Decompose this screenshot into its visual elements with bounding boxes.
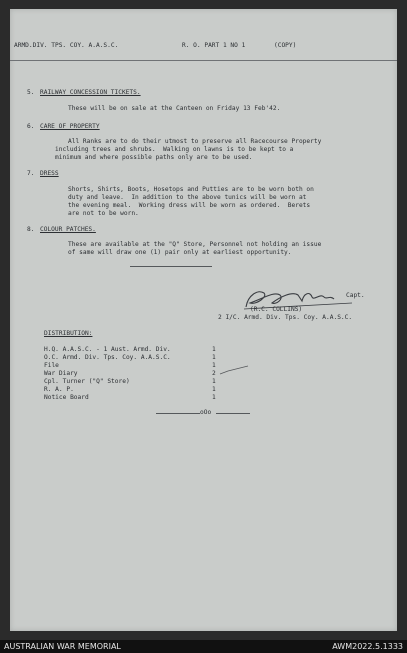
document-page xyxy=(10,9,397,631)
archive-footer xyxy=(0,640,407,653)
unit-designation: ARMD.DIV. TPS. COY. A.A.S.C. xyxy=(14,42,119,49)
section-7-title: DRESS xyxy=(40,170,59,177)
section-7-line: the evening meal. Working dress will be worn as ordered. Berets xyxy=(68,202,311,209)
section-7-line: Shorts, Shirts, Boots, Hosetops and Putties are to be worn both on xyxy=(68,186,314,193)
section-6-line: minimum and where possible paths only are to be used. xyxy=(55,154,253,161)
end-divider-right xyxy=(216,413,250,414)
header-rule xyxy=(10,60,397,61)
distribution-recipient: H.Q. A.A.S.C. - 1 Aust. Armd. Div. xyxy=(44,346,171,353)
distribution-recipient: Notice Board xyxy=(44,394,89,401)
section-8-title: COLOUR PATCHES. xyxy=(40,226,96,233)
distribution-quantity: 2 xyxy=(212,370,216,377)
section-5-line: These will be on sale at the Canteen on Friday 13 Feb'42. xyxy=(68,105,281,112)
distribution-quantity: 1 xyxy=(212,346,216,353)
section-5-number: 5. xyxy=(27,89,35,96)
end-mark: oOo xyxy=(200,409,212,416)
section-6-line: All Ranks are to do their utmost to preserve all Racecourse Property xyxy=(68,138,322,145)
section-7-line: duty and leave. In addition to the above tunics will be worn at xyxy=(68,194,307,201)
end-divider-left xyxy=(156,413,200,414)
distribution-quantity: 1 xyxy=(212,386,216,393)
signatory-name: (R.C. COLLINS) xyxy=(250,306,303,313)
distribution-recipient: File xyxy=(44,362,59,369)
distribution-quantity: 1 xyxy=(212,378,216,385)
signatory-title: 2 I/C. Armd. Div. Tps. Coy. A.A.S.C. xyxy=(218,314,353,321)
pencil-tick-mark xyxy=(218,364,252,378)
copy-mark: (COPY) xyxy=(274,42,297,49)
section-8-line: of same will draw one (1) pair only at earliest opportunity. xyxy=(68,249,292,256)
signatory-rank: Capt. xyxy=(346,292,365,299)
section-7-line: are not to be worn. xyxy=(68,210,139,217)
footer-accession-number: AWM2022.5.1333 xyxy=(332,642,403,651)
section-6-number: 6. xyxy=(27,123,35,130)
distribution-quantity: 1 xyxy=(212,394,216,401)
distribution-recipient: Cpl. Turner ("Q" Store) xyxy=(44,378,130,385)
distribution-quantity: 1 xyxy=(212,354,216,361)
section-8-line: These are available at the "Q" Store, Personnel not holding an issue xyxy=(68,241,322,248)
distribution-quantity: 1 xyxy=(212,362,216,369)
section-8-number: 8. xyxy=(27,226,35,233)
distribution-heading: DISTRIBUTION: xyxy=(44,330,93,337)
distribution-recipient: War Diary xyxy=(44,370,78,377)
distribution-recipient: R. A. P. xyxy=(44,386,74,393)
section-6-line: including trees and shrubs. Walking on lawns is to be kept to a xyxy=(55,146,294,153)
section-6-title: CARE OF PROPERTY xyxy=(40,123,100,130)
routine-order-number: R. O. PART 1 NO 1 xyxy=(182,42,246,49)
section-7-number: 7. xyxy=(27,170,35,177)
distribution-recipient: O.C. Armd. Div. Tps. Coy. A.A.S.C. xyxy=(44,354,171,361)
section-divider xyxy=(130,266,212,267)
section-5-title: RAILWAY CONCESSION TICKETS. xyxy=(40,89,141,96)
footer-institution: AUSTRALIAN WAR MEMORIAL xyxy=(4,642,121,651)
